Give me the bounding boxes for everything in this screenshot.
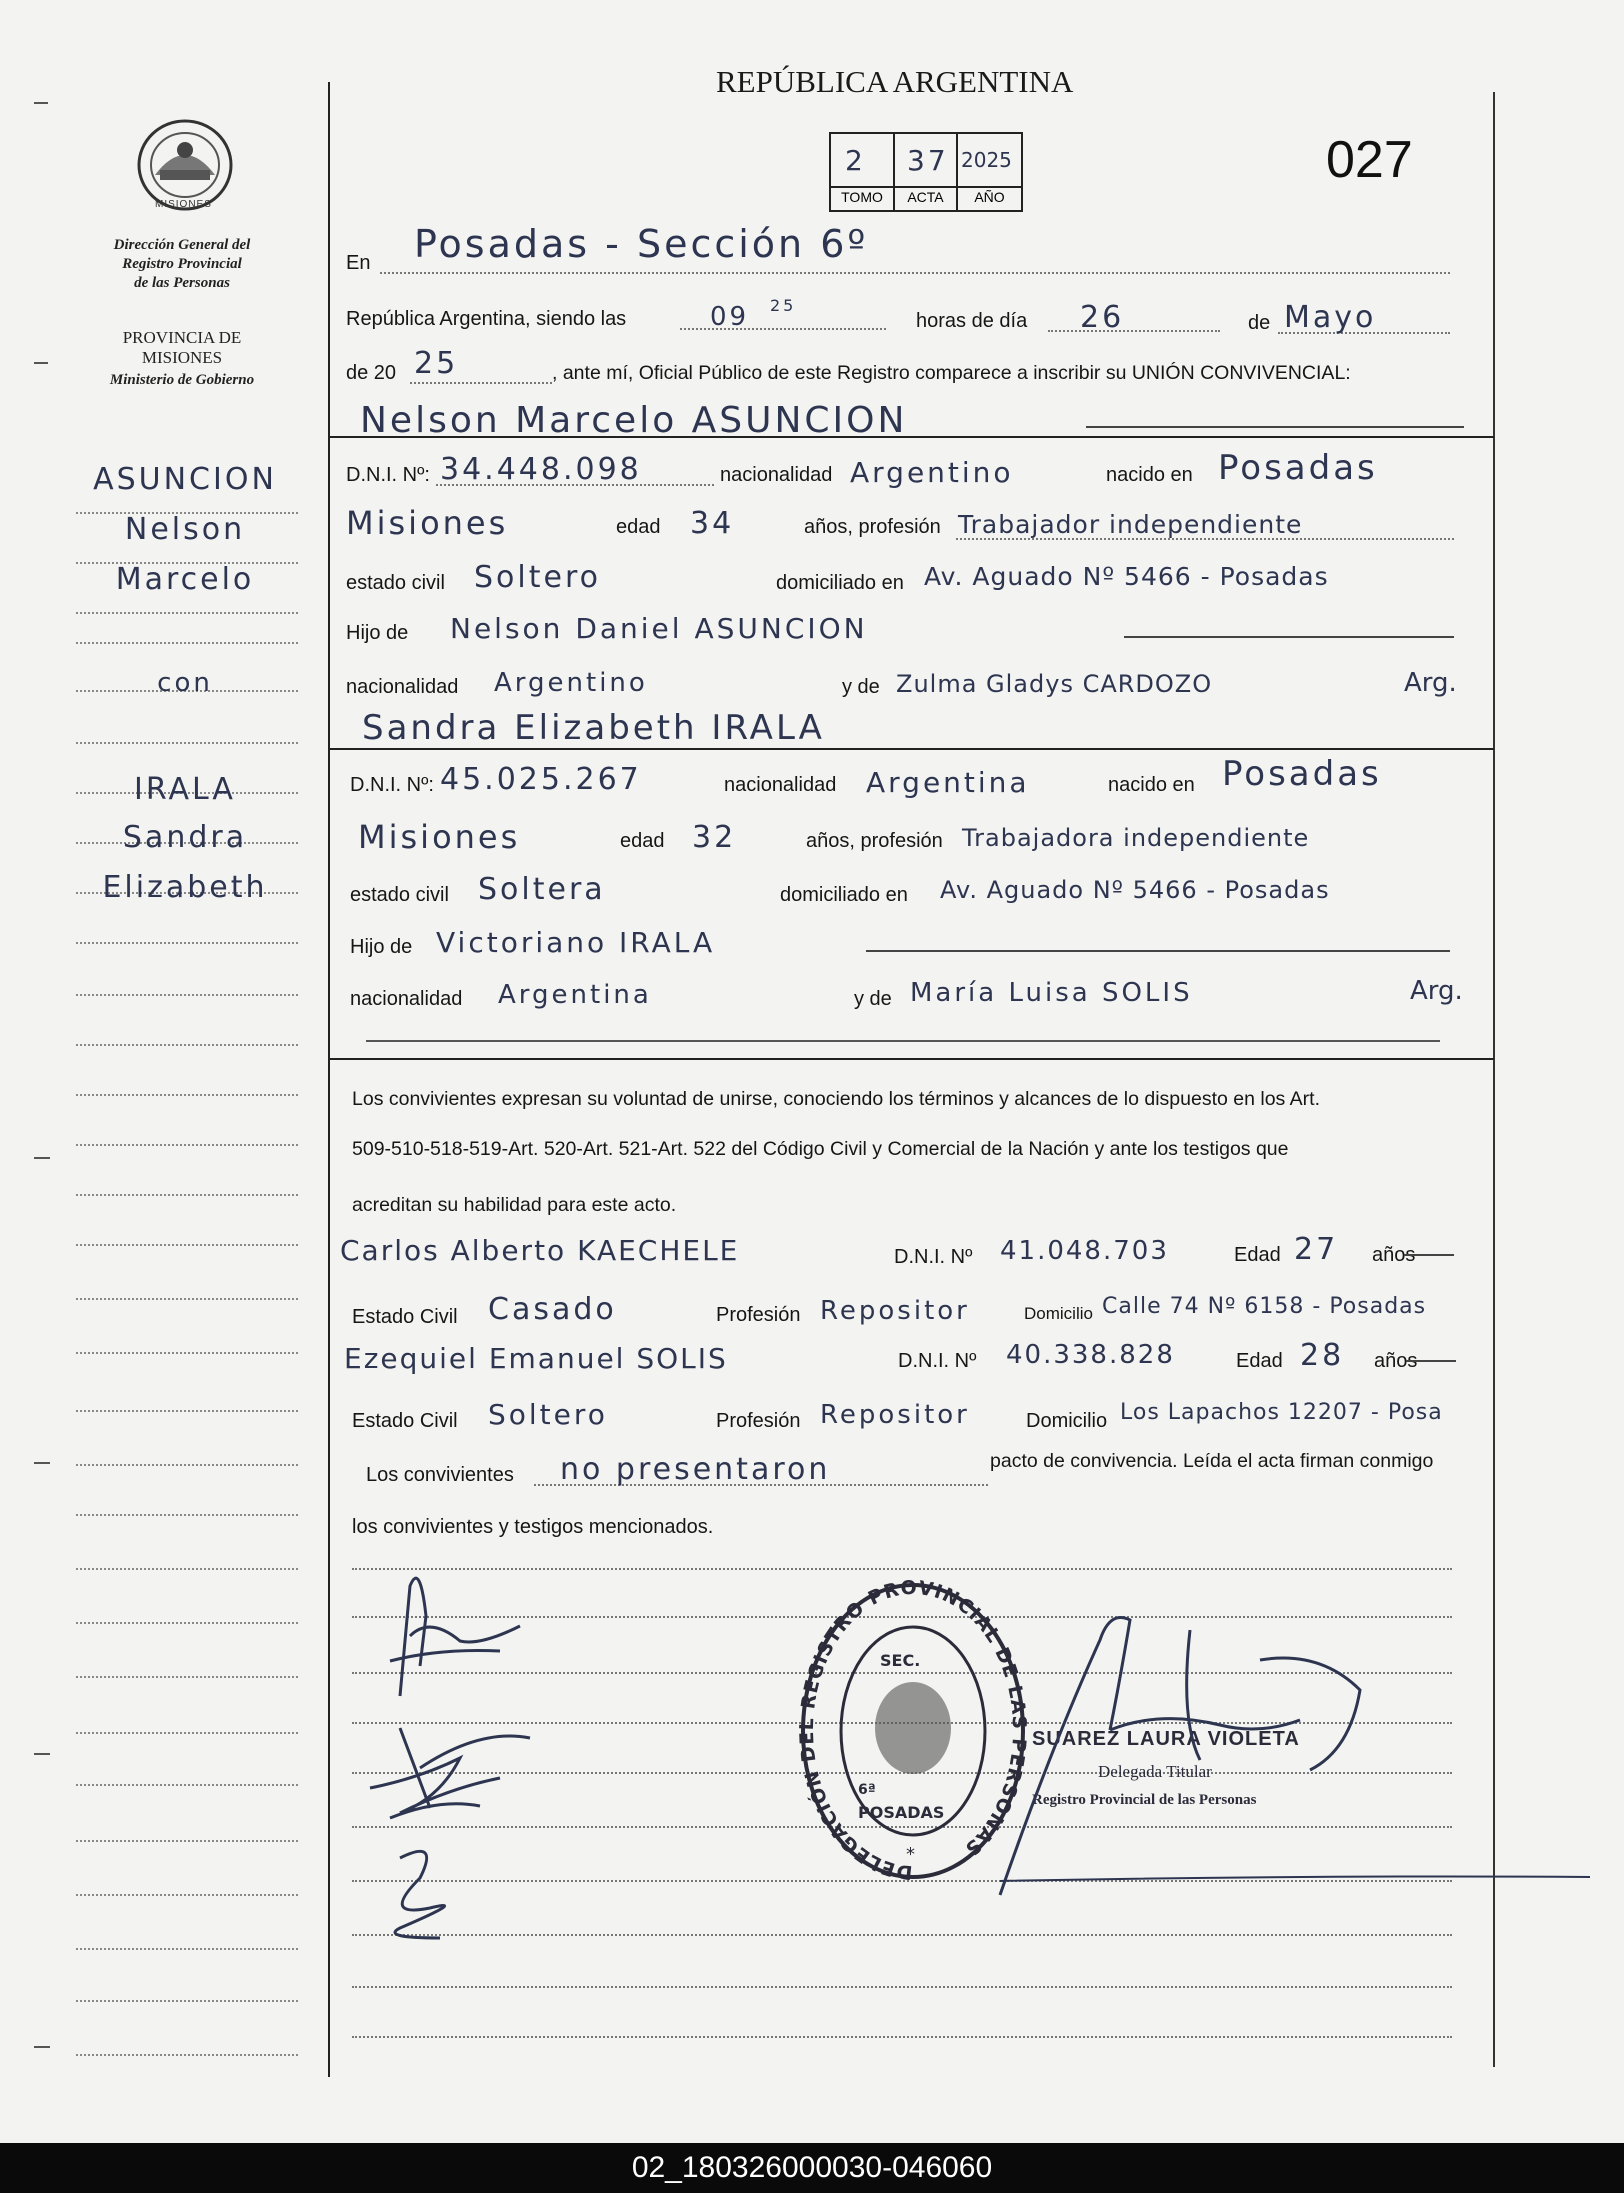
p1-lugar1: Posadas [1218, 448, 1378, 488]
p2-nac2-label: nacionalidad [350, 988, 463, 1010]
stamp-inner-top: SEC. [880, 1651, 921, 1670]
binding-mark [34, 1753, 50, 1755]
w2-name: Ezequiel Emanuel SOLIS [344, 1342, 728, 1375]
body-para-2: 509-510-518-519-Art. 520-Art. 521-Art. 522 del Código Civil y Comercial de la Nación y ante los testigos que [352, 1138, 1289, 1160]
acta-value: 37 [907, 144, 949, 177]
p1-dni-value: 34.448.098 [440, 452, 642, 487]
anio-value: 2025 [961, 148, 1012, 172]
p2-civil-value: Soltera [478, 872, 606, 907]
p1-nac2-label: nacionalidad [346, 676, 459, 698]
p2-civil-label: estado civil [350, 884, 449, 906]
margin-dotted-line [76, 1410, 298, 1412]
margin-dotted-line [76, 742, 298, 744]
pacto-value: no presentaron [560, 1452, 831, 1487]
margin-name1-surname: ASUNCION [93, 462, 277, 497]
margin-dotted-line [76, 1464, 298, 1466]
p2-madre-value: María Luisa SOLIS [910, 978, 1193, 1008]
pacto-prefix: Los convivientes [366, 1464, 514, 1486]
w1-edad-value: 27 [1294, 1232, 1339, 1267]
w2-domic-label: Domicilio [1026, 1410, 1108, 1432]
w1-civil-value: Casado [488, 1292, 617, 1327]
p1-madre-value: Zulma Gladys CARDOZO [896, 670, 1213, 698]
hora-min: 25 [770, 296, 797, 315]
margin-dotted-line [76, 1568, 298, 1570]
margin-dotted-line [76, 1244, 298, 1246]
margin-name2-surname: IRALA [134, 772, 236, 807]
frame-left-line [328, 82, 330, 2077]
p1-anios-label: años, profesión [804, 516, 941, 538]
p2-dni-value: 45.025.267 [440, 762, 642, 797]
margin-dotted-line [76, 1094, 298, 1096]
p2-prof-value: Trabajadora independiente [962, 824, 1310, 852]
w1-name: Carlos Alberto KAECHELE [340, 1234, 740, 1267]
p2-dni-label: D.N.I. Nº: [350, 774, 434, 796]
p1-nacido-label: nacido en [1106, 464, 1193, 486]
margin-dotted-line [76, 1894, 298, 1896]
signature-1 [370, 1556, 530, 1706]
p1-civil-value: Soltero [474, 560, 601, 595]
margin-dotted-line [76, 2000, 298, 2002]
w1-prof-label: Profesión [716, 1304, 801, 1326]
w1-domic-label: Domicilio [1024, 1304, 1093, 1323]
margin-name1-first: Nelson [124, 512, 246, 547]
w1-dni-value: 41.048.703 [1000, 1236, 1169, 1266]
province-name: PROVINCIA DE MISIONES [122, 328, 242, 367]
w1-domic-value: Calle 74 Nº 6158 - Posadas [1102, 1294, 1427, 1319]
p1-dni-label: D.N.I. Nº: [346, 464, 430, 486]
margin-dotted-line [76, 1044, 298, 1046]
mes-value: Mayo [1284, 300, 1377, 335]
p2-edad-label: edad [620, 830, 665, 852]
footer-code: 02_180326000030-046060 [0, 2143, 1624, 2193]
p1-lugar2: Misiones [346, 504, 509, 542]
margin-dotted-line [76, 642, 298, 644]
p2-nac-label: nacionalidad [724, 774, 837, 796]
w2-civil-label: Estado Civil [352, 1410, 458, 1432]
p2-padre-value: Victoriano IRALA [436, 926, 716, 959]
w1-prof-value: Repositor [820, 1296, 970, 1326]
binding-mark [34, 1462, 50, 1464]
margin-name2-second: Elizabeth [102, 870, 268, 905]
p2-nac-value: Argentina [866, 766, 1030, 799]
margin-dotted-line [76, 2054, 298, 2056]
document-number: 027 [1326, 131, 1413, 189]
p2-hijo-label: Hijo de [350, 936, 413, 958]
w1-anios: años [1372, 1244, 1416, 1266]
w2-dni-label: D.N.I. Nº [898, 1350, 977, 1372]
w1-dni-label: D.N.I. Nº [894, 1246, 973, 1268]
signature-dotted-line [352, 2036, 1452, 2038]
p1-civil-label: estado civil [346, 572, 445, 594]
stamp-ring-text: DELEGACIÓN DEL REGISTRO PROVINCIAL DE LAS PERSONAS [798, 1580, 1028, 1882]
p1-padre-nac: Argentino [494, 668, 648, 698]
p1-hijo-label: Hijo de [346, 622, 409, 644]
country-title: REPÚBLICA ARGENTINA [716, 64, 1074, 99]
acta-box [829, 132, 1023, 212]
p1-padre-value: Nelson Daniel ASUNCION [450, 612, 868, 645]
margin-dotted-line [76, 994, 298, 996]
margin-name1-second: Marcelo [115, 562, 255, 597]
p1-edad-label: edad [616, 516, 661, 538]
margin-dotted-line [76, 1732, 298, 1734]
tomo-value: 2 [845, 144, 866, 177]
margin-dotted-line [76, 1948, 298, 1950]
anio-label: AÑO [974, 189, 1005, 205]
margin-dotted-line [76, 1194, 298, 1196]
margin-dotted-line [76, 1514, 298, 1516]
body-para-3: acreditan su habilidad para este acto. [352, 1194, 677, 1216]
svg-text:*: * [906, 1844, 915, 1865]
binding-mark [34, 2046, 50, 2048]
margin-name2-first: Sandra [122, 820, 248, 855]
body-para-1: Los convivientes expresan su voluntad de unirse, conociendo los términos y alcances de lo dispuesto en los Art. [352, 1088, 1320, 1110]
dia-value: 26 [1080, 300, 1125, 335]
p1-domic-label: domiciliado en [776, 572, 904, 594]
official-title: Delegada Titular [1098, 1762, 1212, 1781]
closing-text: los convivientes y testigos mencionados. [352, 1516, 714, 1538]
signature-3 [360, 1838, 500, 1948]
p1-edad-value: 34 [690, 506, 735, 541]
binding-mark [34, 362, 48, 364]
frame-right-line [1493, 92, 1495, 2067]
w2-edad-label: Edad [1236, 1350, 1283, 1372]
de-label: de [1248, 312, 1271, 334]
margin-dotted-line [76, 1352, 298, 1354]
official-org: Registro Provincial de las Personas [1032, 1792, 1257, 1808]
margin-dotted-line [76, 612, 298, 614]
w2-prof-value: Repositor [820, 1400, 970, 1430]
p2-edad-value: 32 [692, 820, 737, 855]
tomo-label: TOMO [841, 189, 883, 205]
p1-domic-value: Av. Aguado Nº 5466 - Posadas [924, 562, 1329, 591]
w1-civil-label: Estado Civil [352, 1306, 458, 1328]
signature-dotted-line [352, 1986, 1452, 1988]
p2-domic-value: Av. Aguado Nº 5466 - Posadas [940, 876, 1330, 904]
comparece-text: , ante mí, Oficial Público de este Registro comparece a inscribir su UNIÓN CONVIVENCIAL: [552, 362, 1351, 384]
org-name: Dirección General del Registro Provincial de las Personas [113, 237, 251, 291]
acta-label: ACTA [907, 189, 944, 205]
p2-lugar1: Posadas [1222, 754, 1382, 794]
p2-domic-label: domiciliado en [780, 884, 908, 906]
en-value: Posadas - Sección 6º [414, 222, 869, 266]
p2-yde-label: y de [854, 988, 892, 1010]
margin-dotted-line [76, 942, 298, 944]
p1-madre-nac: Arg. [1404, 668, 1457, 698]
year-prefix: de 20 [346, 362, 397, 384]
w2-dni-value: 40.338.828 [1006, 1340, 1175, 1370]
margin-dotted-line [76, 1144, 298, 1146]
w2-domic-value: Los Lapachos 12207 - Posa [1120, 1400, 1443, 1425]
party1-full-name: Nelson Marcelo ASUNCION [360, 400, 908, 441]
en-label: En [346, 252, 371, 274]
ministry-name: Ministerio de Gobierno [109, 372, 255, 388]
w2-civil-value: Soltero [488, 1398, 608, 1431]
p2-anios-label: años, profesión [806, 830, 943, 852]
divider-3 [328, 1058, 1494, 1060]
signature-dotted-line [352, 1934, 1452, 1936]
republica-label: República Argentina, siendo las [346, 308, 627, 330]
w2-prof-label: Profesión [716, 1410, 801, 1432]
pacto-suffix: pacto de convivencia. Leída el acta firman conmigo [990, 1450, 1434, 1472]
margin-con: con [157, 668, 213, 698]
binding-mark [34, 1157, 50, 1159]
margin-dotted-line [76, 1840, 298, 1842]
hora-value: 09 [710, 302, 750, 332]
p1-yde-label: y de [842, 676, 880, 698]
binding-mark [34, 102, 48, 104]
official-name: SUAREZ LAURA VIOLETA [1032, 1728, 1300, 1750]
margin-dotted-line [76, 1298, 298, 1300]
signature-tail-line [1000, 1870, 1590, 1880]
p2-madre-nac: Arg. [1410, 976, 1463, 1006]
w2-edad-value: 28 [1300, 1338, 1345, 1373]
official-signature [960, 1600, 1400, 1900]
p2-nacido-label: nacido en [1108, 774, 1195, 796]
margin-dotted-line [76, 1784, 298, 1786]
divider-2 [328, 748, 1494, 750]
margin-dotted-line [76, 1622, 298, 1624]
w2-anios: años [1374, 1350, 1418, 1372]
stamp-sec-number: 6ª [858, 1782, 876, 1798]
w1-edad-label: Edad [1234, 1244, 1281, 1266]
year-value: 25 [414, 346, 459, 381]
party2-full-name: Sandra Elizabeth IRALA [362, 708, 825, 748]
p2-padre-nac: Argentina [498, 980, 652, 1010]
margin-dotted-line [76, 1676, 298, 1678]
p1-prof-value: Trabajador independiente [958, 510, 1303, 539]
province-seal-text: MISIONES [155, 199, 212, 210]
horas-label: horas de día [916, 310, 1028, 332]
p1-nac-label: nacionalidad [720, 464, 833, 486]
p1-nac-value: Argentino [850, 456, 1014, 489]
p2-lugar2: Misiones [358, 818, 521, 856]
signature-2 [360, 1718, 550, 1828]
stamp-inner-bottom: POSADAS [858, 1803, 945, 1822]
